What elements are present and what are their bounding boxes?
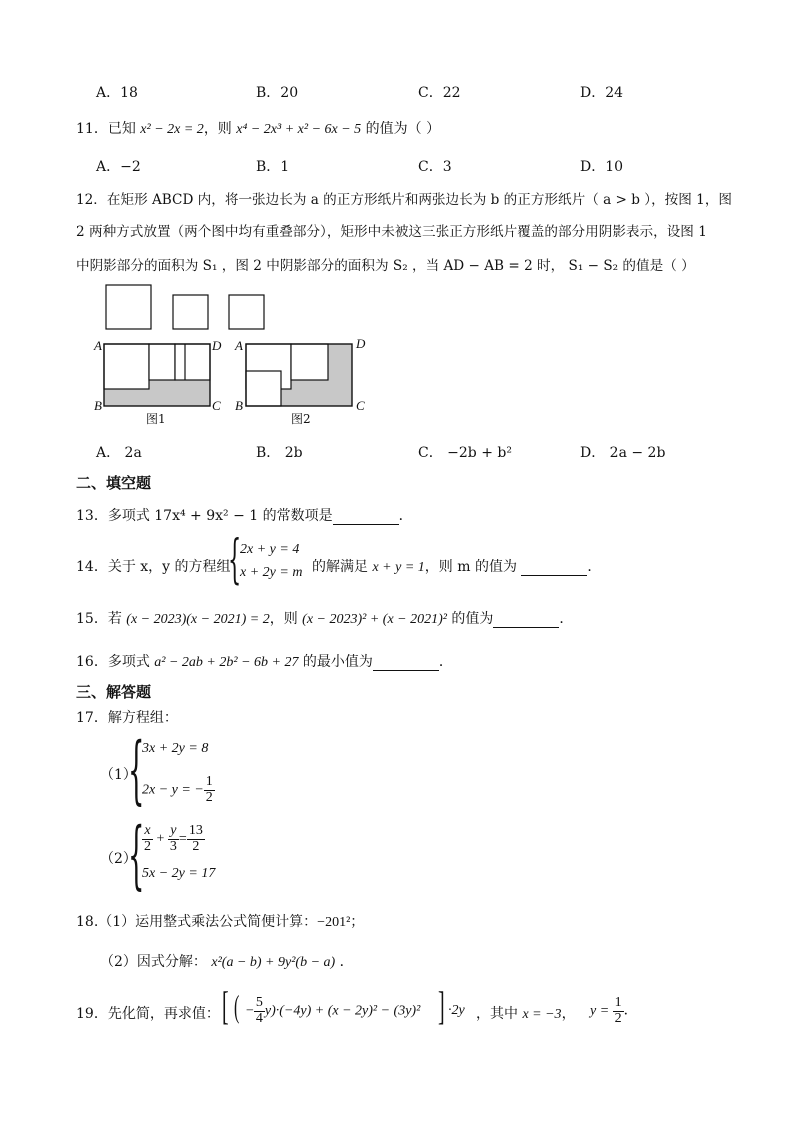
q10-option-c: C．22 [418, 85, 461, 101]
q12-line2: 2 两种方式放置（两个图中均有重叠部分），矩形中未被这三张正方形纸片覆盖的部分用阴影表示，设图 1 [76, 224, 707, 240]
q13-text: 13．多项式 17x⁴ + 9x² − 1 的常数项是 [76, 508, 333, 524]
q17-p2-den-2b: 2 [192, 838, 200, 854]
q11-option-b: B．1 [256, 159, 290, 175]
q16-expression: a² − 2ab + 2b² − 6b + 27 [154, 655, 299, 670]
q14-pre: 14．关于 x，y 的方程组 [76, 559, 231, 575]
q17-part2-brace: { [128, 812, 145, 898]
q19-mult: ·2y [448, 1003, 465, 1018]
q17-part1-frac-den: 2 [205, 789, 213, 805]
q14-eq1: 2x + y = 4 [240, 542, 300, 557]
q12-line3: 中阴影部分的面积为 S₁ ，图 2 中阴影部分的面积为 S₂ ，当 AD − AB = 2 时， S₁ − S₂ 的值是（ ） [76, 258, 695, 274]
q15-expression: (x − 2023)² + (x − 2021)² [302, 612, 447, 627]
fig1-caption: 图1 [146, 412, 166, 426]
q15-condition: (x − 2023)(x − 2021) = 2 [126, 612, 270, 627]
q11-expression: x⁴ − 2x³ + x² − 6x − 5 [236, 122, 362, 137]
q14-post: ，则 m 的值为 [424, 559, 517, 575]
q19-tail: ． [623, 1003, 638, 1019]
q13-blank[interactable] [333, 524, 399, 525]
fig1-label-a: A [94, 338, 102, 353]
section-2-heading: 二、填空题 [76, 474, 152, 492]
q11-option-a: A．−2 [96, 159, 141, 175]
q19-y-num: 1 [614, 995, 622, 1010]
q14-eq2: x + 2y = m [240, 565, 303, 580]
q17-p2-num-13: 13 [188, 823, 203, 838]
q16-blank[interactable] [373, 670, 439, 671]
q17-part1-eq1: 3x + 2y = 8 [142, 741, 209, 756]
q19-y-value [590, 996, 638, 1026]
q10-option-d: D．24 [580, 85, 624, 101]
q12-line1: 12．在矩形 ABCD 内，将一张边长为 a 的正方形纸片和两张边长为 b 的正方形纸片（ a > b ），按图 1，图 [76, 192, 733, 208]
q18-p1-expr: −201²； [317, 915, 365, 930]
question-18-part1 [76, 911, 364, 931]
q14-mid: 的解满足 [312, 559, 368, 575]
q19-y-sep: ， [561, 1006, 576, 1022]
q17-part1-frac-num: 1 [205, 774, 213, 789]
q19-condition [476, 1003, 576, 1023]
q12-option-b: B． 2b [256, 445, 303, 461]
q19-expr-rest: y)·(−4y) + (x − 2y)² − (3y)² [264, 1003, 421, 1019]
q19-paren-open: ( [234, 988, 240, 1024]
question-15 [76, 608, 573, 628]
square-b-1 [173, 295, 208, 329]
q14-blank[interactable] [521, 575, 587, 576]
q17-p2-y: y [168, 824, 179, 840]
q19-y-den: 2 [614, 1010, 622, 1026]
q11-text3: 的值为（ ） [361, 121, 441, 137]
fig2-caption: 图2 [291, 412, 311, 426]
q12-option-a: A． 2a [96, 445, 142, 461]
fig2-label-b: B [235, 398, 243, 413]
q19-cond-pre: ，其中 [476, 1006, 518, 1022]
section-3-heading: 三、解答题 [76, 683, 152, 701]
q15-post: 的值为 [446, 611, 494, 627]
q19-x-value: x = −3 [522, 1007, 562, 1022]
q11-text2: ，则 [203, 121, 232, 137]
question-16 [76, 651, 453, 671]
q18-p2-expr: x²(a − b) + 9y²(b − a) [211, 955, 336, 970]
q12-option-c: C． −2b + b² [418, 445, 512, 461]
q11-option-c: C．3 [418, 159, 452, 175]
q18-p2-text: （2）因式分解： [100, 954, 207, 970]
q17-part2-eq1: $\frac{x}{2}$ + $\frac{y}{3}$ = $\frac{13}{2}$ [144, 823, 203, 854]
fig1-label-d: D [212, 338, 222, 353]
q19-neg: − [246, 1003, 254, 1019]
q17-part1-eq2-left: 2x − y = − [142, 782, 204, 798]
fig2-label-a: A [235, 338, 243, 353]
q15-mid: ，则 [269, 611, 298, 627]
question-14-rest [312, 556, 601, 576]
q15-blank[interactable] [493, 627, 559, 628]
q19-num5: 5 [255, 995, 263, 1010]
fig1-label-c: C [212, 398, 221, 413]
square-a [106, 285, 151, 329]
q14-tail: ． [587, 559, 602, 575]
figure-2 [246, 344, 352, 406]
square-b-2 [229, 295, 264, 329]
q19-inner [246, 996, 420, 1026]
fig2-label-c: C [356, 398, 365, 413]
question-18-part2 [100, 951, 354, 971]
q19-bracket-open: [ [222, 983, 229, 1028]
q17-p2-den-2: 2 [144, 838, 151, 854]
q18-p1-text: 18.（1）运用整式乘法公式简便计算： [76, 914, 318, 930]
fig1-label-b: B [94, 398, 102, 413]
q12-option-d: D． 2a − 2b [580, 445, 666, 461]
q10-option-a: A．18 [96, 85, 138, 101]
question-11 [76, 118, 440, 138]
question-13 [76, 505, 413, 525]
q11-option-d: D．10 [580, 159, 624, 175]
q19-pre: 19．先化简，再求值： [76, 1006, 220, 1022]
q16-pre: 16．多项式 [76, 654, 150, 670]
q19-den4: 4 [255, 1010, 263, 1026]
q15-pre: 15．若 [76, 611, 122, 627]
fig2-label-d: D [356, 336, 366, 351]
q17-p2-x: x [142, 824, 153, 840]
q17-part1-eq2 [142, 775, 215, 805]
q17-p2-den-3: 3 [169, 838, 177, 854]
q16-tail: ． [438, 654, 453, 670]
q11-text1: 已知 [107, 121, 136, 137]
q17-title: 17．解方程组： [76, 710, 178, 726]
q15-tail: ． [559, 611, 574, 627]
q14-brace: { [228, 530, 242, 590]
q10-option-b: B．20 [256, 85, 299, 101]
q17-part1-brace: { [128, 727, 145, 813]
q19-bracket-close: ] [438, 983, 445, 1028]
q14-condition: x + y = 1 [372, 560, 425, 575]
q11-condition: x² − 2x = 2 [140, 122, 204, 137]
q17-part2-label: （2） [100, 851, 137, 867]
q13-tail: ． [398, 508, 413, 524]
q17-part1-label: （1） [100, 767, 137, 783]
q11-number: 11． [76, 121, 108, 137]
q18-p2-tail: ． [339, 954, 354, 970]
q17-part2-eq2: 5x − 2y = 17 [142, 866, 216, 881]
figure-1 [104, 344, 210, 406]
q19-y-eq: y = [590, 1003, 610, 1019]
q16-post: 的最小值为 [298, 654, 373, 670]
